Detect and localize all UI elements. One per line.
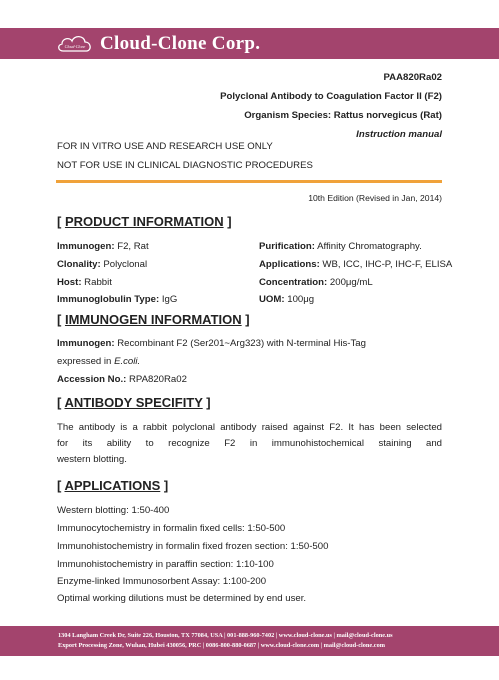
notice-line-1: FOR IN VITRO USE AND RESEARCH USE ONLY bbox=[57, 141, 273, 152]
application-item: Immunohistochemistry in formalin fixed frozen section: 1:50-500 bbox=[57, 541, 329, 552]
edition-note: 10th Edition (Revised in Jan, 2014) bbox=[308, 193, 442, 203]
header-band bbox=[0, 28, 499, 59]
expression-host: expressed in E.coli. bbox=[57, 356, 141, 367]
svg-text:Cloud-Clone: Cloud-Clone bbox=[64, 43, 86, 49]
uom-field: UOM: 100μg bbox=[259, 294, 315, 305]
application-item: Immunocytochemistry in formalin fixed cells: 1:50-500 bbox=[57, 523, 286, 534]
immunogen-field: Immunogen: F2, Rat bbox=[57, 241, 149, 252]
immunogen-detail: Immunogen: Recombinant F2 (Ser201~Arg323) with N-terminal His-Tag bbox=[57, 338, 366, 349]
host-field: Host: Rabbit bbox=[57, 277, 112, 288]
section-heading-applications: [ APPLICATIONS ] bbox=[57, 478, 169, 493]
section-heading-product-info: [ PRODUCT INFORMATION ] bbox=[57, 214, 232, 229]
immunoglobulin-type-field: Immunoglobulin Type: IgG bbox=[57, 294, 178, 305]
clonality-field: Clonality: Polyclonal bbox=[57, 259, 148, 270]
specificity-paragraph: The antibody is a rabbit polyclonal antibody raised against F2. It has been selected for its ability to recognize F2 in immunohistochemical staining and western blotting. bbox=[57, 422, 442, 465]
concentration-field: Concentration: 200μg/mL bbox=[259, 277, 373, 288]
purification-field: Purification: Affinity Chromatography. bbox=[259, 241, 422, 252]
product-title: Polyclonal Antibody to Coagulation Factor II (F2) bbox=[220, 91, 442, 102]
section-heading-antibody-specifity: [ ANTIBODY SPECIFITY ] bbox=[57, 395, 211, 410]
catalog-number: PAA820Ra02 bbox=[383, 72, 442, 83]
notice-line-2: NOT FOR USE IN CLINICAL DIAGNOSTIC PROCEDURES bbox=[57, 160, 313, 171]
cloud-logo-icon bbox=[56, 33, 94, 55]
section-heading-immunogen-info: [ IMMUNOGEN INFORMATION ] bbox=[57, 312, 250, 327]
company-name: Cloud-Clone Corp. bbox=[100, 32, 261, 54]
application-item: Enzyme-linked Immunosorbent Assay: 1:100-200 bbox=[57, 576, 267, 587]
footer-address-cn: Export Processing Zone, Wuhan, Hubei 430056, PRC | 0086-800-880-0687 | www.cloud-clone.com | mail@cloud-clone.com bbox=[58, 642, 385, 649]
document-type: Instruction manual bbox=[356, 129, 442, 140]
application-note: Optimal working dilutions must be determined by end user. bbox=[57, 593, 307, 604]
footer-address-us: 1304 Langham Creek Dr, Suite 226, Houston, TX 77084, USA | 001-888-960-7402 | www.cloud-clone.us | mail@cloud-clone.us bbox=[58, 632, 393, 639]
applications-field: Applications: WB, ICC, IHC-P, IHC-F, ELISA bbox=[259, 259, 453, 270]
footer-band bbox=[0, 626, 499, 656]
accession-number: Accession No.: RPA820Ra02 bbox=[57, 374, 187, 385]
application-item: Immunohistochemistry in paraffin section: 1:10-100 bbox=[57, 559, 274, 570]
orange-divider bbox=[56, 180, 442, 183]
application-item: Western blotting: 1:50-400 bbox=[57, 505, 170, 516]
organism-species: Organism Species: Rattus norvegicus (Rat) bbox=[244, 110, 442, 121]
